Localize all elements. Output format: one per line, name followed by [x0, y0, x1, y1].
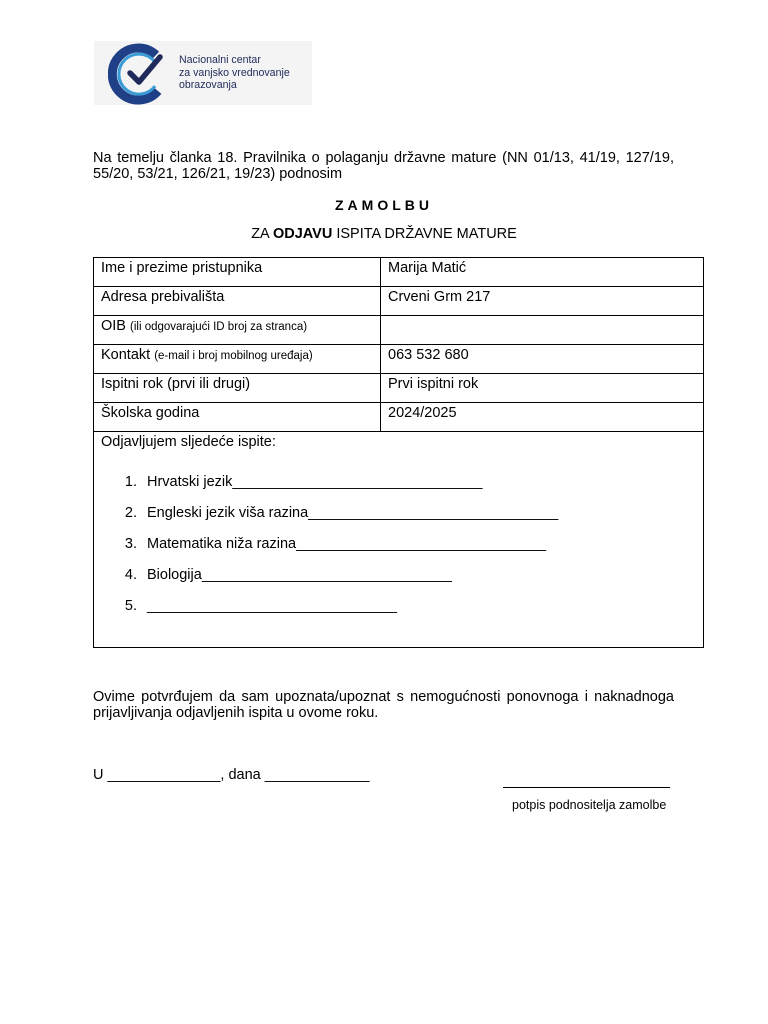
exam-number: 3. [124, 536, 137, 552]
exam-text: Biologija_______________________________ [147, 567, 452, 583]
oib-label: OIB [101, 318, 126, 334]
place-date-line[interactable]: U ______________, dana _____________ [93, 767, 370, 783]
row-year [94, 403, 704, 432]
exam-text: Matematika niža razina_______________________________ [147, 536, 547, 552]
name-value[interactable]: Marija Matić [381, 258, 704, 287]
row-exams [94, 432, 704, 648]
oib-label-cell [94, 316, 381, 345]
exam-number: 1. [124, 474, 137, 490]
subtitle-suffix: ISPITA DRŽAVNE MATURE [332, 226, 517, 242]
oib-value[interactable] [381, 316, 704, 345]
contact-note: (e-mail i broj mobilnog uređaja) [154, 350, 313, 362]
logo-line-1: Nacionalni centar [179, 54, 261, 66]
ncvvo-emblem-icon [108, 41, 172, 105]
exam-item[interactable] [101, 505, 696, 536]
application-form-table [93, 257, 704, 648]
year-label: Školska godina [94, 403, 381, 432]
row-name [94, 258, 704, 287]
document-title: ZAMOLBU [335, 197, 433, 213]
contact-label: Kontakt [101, 347, 151, 363]
exam-item[interactable] [101, 598, 696, 629]
logo-text [179, 54, 290, 92]
exam-list [101, 474, 696, 629]
name-label: Ime i prezime pristupnika [94, 258, 381, 287]
row-address [94, 287, 704, 316]
address-label: Adresa prebivališta [94, 287, 381, 316]
exams-heading: Odjavljujem sljedeće ispite: [101, 434, 276, 450]
logo-line-3: obrazovanja [179, 79, 237, 91]
signature-line[interactable] [503, 787, 670, 788]
exam-number: 5. [124, 598, 137, 614]
contact-value[interactable]: 063 532 680 [381, 345, 704, 374]
contact-label-cell [94, 345, 381, 374]
intro-paragraph: Na temelju članka 18. Pravilnika o polaganju državne mature (NN 01/13, 41/19, 127/19, 55/20, 53/21, 126/21, 19/23) podnosim [93, 150, 674, 182]
exam-item[interactable] [101, 474, 696, 505]
row-contact [94, 345, 704, 374]
exam-number: 2. [124, 505, 137, 521]
document-subtitle [0, 226, 768, 242]
exam-number: 4. [124, 567, 137, 583]
term-label: Ispitni rok (prvi ili drugi) [94, 374, 381, 403]
exams-cell [94, 432, 704, 648]
signature-label: potpis podnositelja zamolbe [512, 798, 667, 812]
subtitle-bold: ODJAVU [272, 226, 333, 242]
address-value[interactable]: Crveni Grm 217 [381, 287, 704, 316]
oib-note: (ili odgovarajući ID broj za stranca) [130, 321, 308, 333]
exam-item[interactable] [101, 536, 696, 567]
year-value[interactable]: 2024/2025 [381, 403, 704, 432]
row-oib [94, 316, 704, 345]
exam-item[interactable] [101, 567, 696, 598]
logo-line-2: za vanjsko vrednovanje [179, 66, 290, 79]
exam-text: _______________________________ [147, 598, 397, 614]
row-term [94, 374, 704, 403]
confirmation-paragraph: Ovime potvrđujem da sam upoznata/upoznat s nemogućnosti ponovnoga i naknadnoga prijavljivanja odjavljenih ispita u ovome roku. [93, 689, 674, 721]
exam-text: Hrvatski jezik_______________________________ [147, 474, 483, 490]
subtitle-prefix: ZA [251, 226, 273, 242]
term-value[interactable]: Prvi ispitni rok [381, 374, 704, 403]
ncvvo-logo [94, 41, 312, 105]
exam-text: Engleski jezik viša razina_______________________________ [147, 505, 559, 521]
